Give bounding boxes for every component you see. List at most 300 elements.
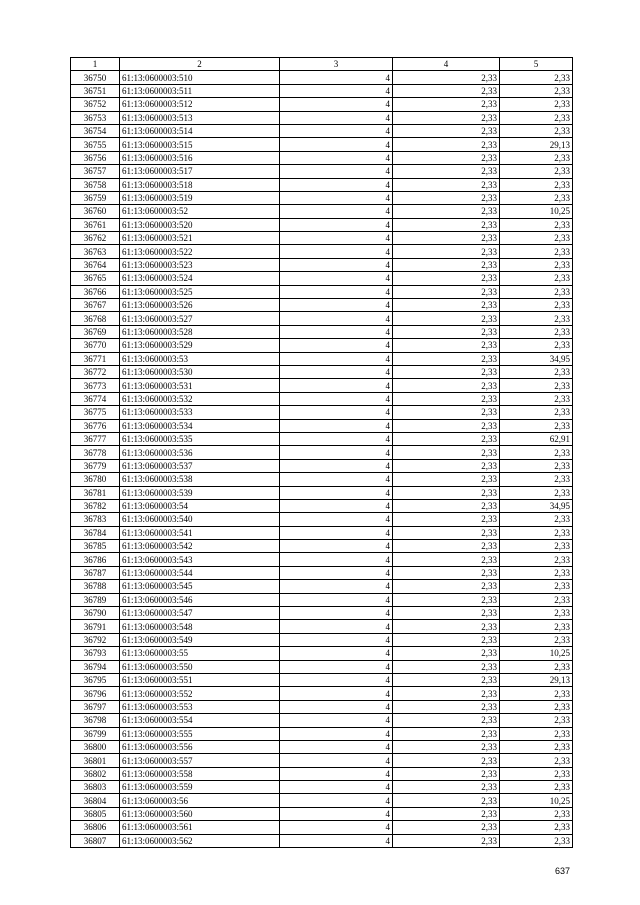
table-cell-col-1: 36751 [71,84,120,97]
table-cell-col-2: 61:13:0600003:557 [120,754,280,767]
table-cell-col-4: 2,33 [393,124,500,137]
table-cell-col-4: 2,33 [393,473,500,486]
table-cell-col-1: 36776 [71,419,120,432]
table-cell-col-2: 61:13:0600003:516 [120,151,280,164]
table-cell-col-5: 2,33 [500,727,573,740]
table-row [71,633,573,646]
table-cell-col-2: 61:13:0600003:53 [120,352,280,365]
table-cell-col-5: 2,33 [500,325,573,338]
table-cell-col-1: 36800 [71,740,120,753]
table-cell-col-3: 4 [280,754,393,767]
table-cell-col-2: 61:13:0600003:514 [120,124,280,137]
table-cell-col-1: 36784 [71,526,120,539]
table-cell-col-1: 36792 [71,633,120,646]
table-cell-col-2: 61:13:0600003:548 [120,620,280,633]
table-cell-col-1: 36785 [71,540,120,553]
table-cell-col-2: 61:13:0600003:531 [120,379,280,392]
table-cell-col-1: 36795 [71,673,120,686]
table-cell-col-2: 61:13:0600003:547 [120,607,280,620]
table-cell-col-4: 2,33 [393,446,500,459]
table-cell-col-4: 2,33 [393,660,500,673]
table-cell-col-4: 2,33 [393,258,500,271]
table-row [71,446,573,459]
table-cell-col-4: 2,33 [393,499,500,512]
table-row [71,794,573,807]
table-cell-col-5: 2,33 [500,633,573,646]
table-row [71,165,573,178]
table-cell-col-5: 2,33 [500,566,573,579]
table-cell-col-3: 4 [280,794,393,807]
table-header-row [71,58,573,71]
table-row [71,191,573,204]
table-cell-col-4: 2,33 [393,794,500,807]
table-cell-col-3: 4 [280,526,393,539]
column-header-2: 2 [120,58,280,71]
table-cell-col-3: 4 [280,446,393,459]
table-cell-col-5: 2,33 [500,714,573,727]
table-cell-col-3: 4 [280,165,393,178]
table-cell-col-3: 4 [280,807,393,820]
table-cell-col-1: 36757 [71,165,120,178]
table-cell-col-2: 61:13:0600003:528 [120,325,280,338]
table-cell-col-4: 2,33 [393,553,500,566]
table-row [71,473,573,486]
table-cell-col-1: 36786 [71,553,120,566]
table-cell-col-3: 4 [280,258,393,271]
table-row [71,178,573,191]
table-cell-col-4: 2,33 [393,419,500,432]
table-cell-col-3: 4 [280,727,393,740]
table-cell-col-1: 36790 [71,607,120,620]
table-cell-col-2: 61:13:0600003:524 [120,272,280,285]
table-cell-col-2: 61:13:0600003:527 [120,312,280,325]
table-cell-col-2: 61:13:0600003:554 [120,714,280,727]
table-row [71,352,573,365]
table-cell-col-4: 2,33 [393,821,500,834]
table-row [71,767,573,780]
table-cell-col-2: 61:13:0600003:541 [120,526,280,539]
table-cell-col-4: 2,33 [393,178,500,191]
table-cell-col-1: 36763 [71,245,120,258]
table-cell-col-3: 4 [280,473,393,486]
table-cell-col-2: 61:13:0600003:510 [120,71,280,84]
table-cell-col-1: 36774 [71,392,120,405]
table-cell-col-5: 2,33 [500,111,573,124]
table-row [71,580,573,593]
table-cell-col-5: 2,33 [500,245,573,258]
table-cell-col-4: 2,33 [393,633,500,646]
table-cell-col-5: 2,33 [500,178,573,191]
table-cell-col-3: 4 [280,365,393,378]
table-cell-col-4: 2,33 [393,727,500,740]
table-cell-col-3: 4 [280,84,393,97]
table-cell-col-2: 61:13:0600003:543 [120,553,280,566]
table-row [71,151,573,164]
table-row [71,459,573,472]
table-cell-col-3: 4 [280,151,393,164]
table-cell-col-1: 36802 [71,767,120,780]
table-row [71,325,573,338]
table-cell-col-4: 2,33 [393,593,500,606]
table-cell-col-5: 2,33 [500,84,573,97]
table-cell-col-2: 61:13:0600003:515 [120,138,280,151]
table-cell-col-3: 4 [280,821,393,834]
table-cell-col-1: 36758 [71,178,120,191]
table-cell-col-1: 36804 [71,794,120,807]
table-cell-col-4: 2,33 [393,272,500,285]
table-cell-col-5: 2,33 [500,151,573,164]
table-row [71,258,573,271]
table-cell-col-2: 61:13:0600003:519 [120,191,280,204]
table-cell-col-4: 2,33 [393,406,500,419]
table-row [71,754,573,767]
table-cell-col-4: 2,33 [393,432,500,445]
table-cell-col-4: 2,33 [393,98,500,111]
table-row [71,834,573,847]
table-cell-col-1: 36753 [71,111,120,124]
table-cell-col-4: 2,33 [393,700,500,713]
table-cell-col-2: 61:13:0600003:551 [120,673,280,686]
table-cell-col-3: 4 [280,392,393,405]
table-cell-col-4: 2,33 [393,540,500,553]
table-cell-col-2: 61:13:0600003:52 [120,205,280,218]
table-cell-col-4: 2,33 [393,620,500,633]
table-row [71,379,573,392]
table-cell-col-1: 36773 [71,379,120,392]
table-cell-col-1: 36797 [71,700,120,713]
table-cell-col-2: 61:13:0600003:518 [120,178,280,191]
table-cell-col-1: 36799 [71,727,120,740]
table-cell-col-4: 2,33 [393,165,500,178]
table-cell-col-5: 2,33 [500,218,573,231]
table-cell-col-2: 61:13:0600003:523 [120,258,280,271]
table-cell-col-3: 4 [280,98,393,111]
table-cell-col-3: 4 [280,499,393,512]
table-cell-col-4: 2,33 [393,392,500,405]
table-cell-col-4: 2,33 [393,459,500,472]
table-cell-col-5: 2,33 [500,781,573,794]
table-cell-col-2: 61:13:0600003:550 [120,660,280,673]
table-cell-col-3: 4 [280,633,393,646]
table-cell-col-5: 2,33 [500,473,573,486]
table-cell-col-3: 4 [280,486,393,499]
table-cell-col-2: 61:13:0600003:539 [120,486,280,499]
table-row [71,98,573,111]
table-cell-col-4: 2,33 [393,486,500,499]
table-cell-col-5: 2,33 [500,620,573,633]
table-row [71,365,573,378]
table-cell-col-1: 36768 [71,312,120,325]
table-cell-col-1: 36807 [71,834,120,847]
page-number: 637 [554,866,570,876]
table-cell-col-3: 4 [280,138,393,151]
table-cell-col-5: 62,91 [500,432,573,445]
table-row [71,714,573,727]
table-row [71,285,573,298]
table-cell-col-2: 61:13:0600003:545 [120,580,280,593]
table-cell-col-3: 4 [280,299,393,312]
table-cell-col-2: 61:13:0600003:561 [120,821,280,834]
table-row [71,312,573,325]
table-cell-col-4: 2,33 [393,71,500,84]
table-cell-col-4: 2,33 [393,580,500,593]
table-cell-col-5: 29,13 [500,138,573,151]
table-cell-col-1: 36756 [71,151,120,164]
table-cell-col-3: 4 [280,767,393,780]
table-cell-col-5: 2,33 [500,687,573,700]
table-cell-col-1: 36782 [71,499,120,512]
table-row [71,687,573,700]
table-cell-col-4: 2,33 [393,84,500,97]
table-cell-col-4: 2,33 [393,352,500,365]
table-cell-col-2: 61:13:0600003:532 [120,392,280,405]
table-cell-col-2: 61:13:0600003:530 [120,365,280,378]
column-header-3: 3 [280,58,393,71]
table-cell-col-3: 4 [280,272,393,285]
table-cell-col-3: 4 [280,834,393,847]
table-cell-col-2: 61:13:0600003:544 [120,566,280,579]
table-cell-col-4: 2,33 [393,285,500,298]
table-cell-col-1: 36752 [71,98,120,111]
table-row [71,700,573,713]
table-cell-col-2: 61:13:0600003:521 [120,232,280,245]
table-cell-col-5: 2,33 [500,821,573,834]
table-cell-col-3: 4 [280,660,393,673]
table-cell-col-4: 2,33 [393,754,500,767]
table-row [71,740,573,753]
table-cell-col-1: 36760 [71,205,120,218]
table-row [71,111,573,124]
table-cell-col-3: 4 [280,406,393,419]
table-cell-col-2: 61:13:0600003:553 [120,700,280,713]
table-row [71,205,573,218]
table-row [71,593,573,606]
table-cell-col-3: 4 [280,325,393,338]
table-cell-col-4: 2,33 [393,513,500,526]
table-cell-col-1: 36755 [71,138,120,151]
table-cell-col-2: 61:13:0600003:546 [120,593,280,606]
table-cell-col-5: 2,33 [500,660,573,673]
table-cell-col-4: 2,33 [393,673,500,686]
table-cell-col-1: 36777 [71,432,120,445]
table-row [71,245,573,258]
table-cell-col-2: 61:13:0600003:537 [120,459,280,472]
table-cell-col-5: 2,33 [500,540,573,553]
table-cell-col-3: 4 [280,432,393,445]
table-cell-col-5: 2,33 [500,593,573,606]
table-cell-col-2: 61:13:0600003:560 [120,807,280,820]
data-table [70,57,573,848]
table-cell-col-3: 4 [280,781,393,794]
table-cell-col-1: 36803 [71,781,120,794]
table-cell-col-5: 2,33 [500,740,573,753]
table-cell-col-5: 2,33 [500,807,573,820]
table-cell-col-3: 4 [280,580,393,593]
table-cell-col-1: 36767 [71,299,120,312]
table-row [71,647,573,660]
table-row [71,272,573,285]
table-cell-col-3: 4 [280,178,393,191]
table-row [71,566,573,579]
table-cell-col-3: 4 [280,540,393,553]
table-cell-col-2: 61:13:0600003:542 [120,540,280,553]
table-cell-col-3: 4 [280,379,393,392]
table-row [71,660,573,673]
table-cell-col-1: 36759 [71,191,120,204]
table-cell-col-2: 61:13:0600003:549 [120,633,280,646]
table-row [71,499,573,512]
table-cell-col-2: 61:13:0600003:513 [120,111,280,124]
table-row [71,124,573,137]
table-cell-col-1: 36750 [71,71,120,84]
table-cell-col-5: 2,33 [500,285,573,298]
table-cell-col-2: 61:13:0600003:540 [120,513,280,526]
table-cell-col-5: 2,33 [500,446,573,459]
table-cell-col-3: 4 [280,673,393,686]
table-cell-col-3: 4 [280,191,393,204]
table-cell-col-2: 61:13:0600003:556 [120,740,280,753]
table-cell-col-4: 2,33 [393,607,500,620]
table-cell-col-3: 4 [280,124,393,137]
table-cell-col-1: 36775 [71,406,120,419]
table-cell-col-3: 4 [280,245,393,258]
table-cell-col-3: 4 [280,700,393,713]
table-cell-col-3: 4 [280,312,393,325]
table-cell-col-1: 36791 [71,620,120,633]
table-cell-col-3: 4 [280,111,393,124]
table-cell-col-4: 2,33 [393,566,500,579]
table-cell-col-2: 61:13:0600003:512 [120,98,280,111]
table-cell-col-5: 2,33 [500,299,573,312]
table-cell-col-3: 4 [280,232,393,245]
table-cell-col-5: 10,25 [500,205,573,218]
table-cell-col-5: 2,33 [500,71,573,84]
table-cell-col-3: 4 [280,339,393,352]
table-row [71,807,573,820]
table-cell-col-4: 2,33 [393,379,500,392]
table-cell-col-1: 36781 [71,486,120,499]
table-cell-col-3: 4 [280,205,393,218]
table-cell-col-4: 2,33 [393,325,500,338]
table-cell-col-4: 2,33 [393,365,500,378]
table-cell-col-3: 4 [280,218,393,231]
table-cell-col-4: 2,33 [393,218,500,231]
table-cell-col-5: 2,33 [500,272,573,285]
table-row [71,71,573,84]
table-cell-col-2: 61:13:0600003:536 [120,446,280,459]
table-cell-col-4: 2,33 [393,245,500,258]
table-cell-col-2: 61:13:0600003:520 [120,218,280,231]
table-cell-col-1: 36762 [71,232,120,245]
table-cell-col-3: 4 [280,566,393,579]
table-cell-col-4: 2,33 [393,111,500,124]
table-cell-col-2: 61:13:0600003:517 [120,165,280,178]
table-cell-col-5: 2,33 [500,513,573,526]
table-cell-col-2: 61:13:0600003:558 [120,767,280,780]
table-cell-col-5: 2,33 [500,392,573,405]
table-row [71,620,573,633]
table-cell-col-4: 2,33 [393,232,500,245]
table-cell-col-1: 36796 [71,687,120,700]
table-cell-col-1: 36772 [71,365,120,378]
table-cell-col-5: 2,33 [500,258,573,271]
table-cell-col-2: 61:13:0600003:522 [120,245,280,258]
table-cell-col-3: 4 [280,714,393,727]
table-cell-col-5: 2,33 [500,312,573,325]
table-cell-col-5: 2,33 [500,406,573,419]
table-cell-col-5: 2,33 [500,700,573,713]
table-cell-col-2: 61:13:0600003:559 [120,781,280,794]
table-row [71,486,573,499]
table-cell-col-5: 2,33 [500,365,573,378]
table-cell-col-5: 34,95 [500,499,573,512]
table-cell-col-3: 4 [280,285,393,298]
table-cell-col-3: 4 [280,352,393,365]
table-row [71,553,573,566]
table-cell-col-3: 4 [280,620,393,633]
table-row [71,84,573,97]
table-cell-col-2: 61:13:0600003:529 [120,339,280,352]
table-cell-col-1: 36789 [71,593,120,606]
table-cell-col-5: 2,33 [500,580,573,593]
table-cell-col-5: 2,33 [500,379,573,392]
table-row [71,513,573,526]
table-cell-col-3: 4 [280,459,393,472]
table-cell-col-5: 2,33 [500,754,573,767]
table-row [71,821,573,834]
table-body [71,71,573,848]
table-cell-col-5: 29,13 [500,673,573,686]
table-cell-col-4: 2,33 [393,138,500,151]
table-cell-col-3: 4 [280,647,393,660]
table-cell-col-2: 61:13:0600003:552 [120,687,280,700]
table-row [71,781,573,794]
table-cell-col-5: 2,33 [500,526,573,539]
table-cell-col-4: 2,33 [393,687,500,700]
table-cell-col-3: 4 [280,419,393,432]
table-cell-col-2: 61:13:0600003:535 [120,432,280,445]
table-cell-col-1: 36794 [71,660,120,673]
table-cell-col-2: 61:13:0600003:54 [120,499,280,512]
table-row [71,607,573,620]
table-cell-col-1: 36801 [71,754,120,767]
table-cell-col-2: 61:13:0600003:562 [120,834,280,847]
table-cell-col-1: 36754 [71,124,120,137]
table-cell-col-1: 36788 [71,580,120,593]
table-cell-col-4: 2,33 [393,714,500,727]
table-row [71,540,573,553]
table-cell-col-4: 2,33 [393,526,500,539]
table-cell-col-3: 4 [280,513,393,526]
table-cell-col-5: 2,33 [500,834,573,847]
table-cell-col-1: 36798 [71,714,120,727]
table-cell-col-4: 2,33 [393,781,500,794]
table-cell-col-5: 2,33 [500,459,573,472]
table-row [71,392,573,405]
table-cell-col-2: 61:13:0600003:555 [120,727,280,740]
table-cell-col-2: 61:13:0600003:538 [120,473,280,486]
table-cell-col-5: 34,95 [500,352,573,365]
table-row [71,673,573,686]
table-cell-col-3: 4 [280,553,393,566]
table-cell-col-3: 4 [280,607,393,620]
table-cell-col-1: 36761 [71,218,120,231]
table-row [71,727,573,740]
table-cell-col-5: 10,25 [500,647,573,660]
table-cell-col-3: 4 [280,740,393,753]
table-row [71,299,573,312]
table-cell-col-4: 2,33 [393,767,500,780]
